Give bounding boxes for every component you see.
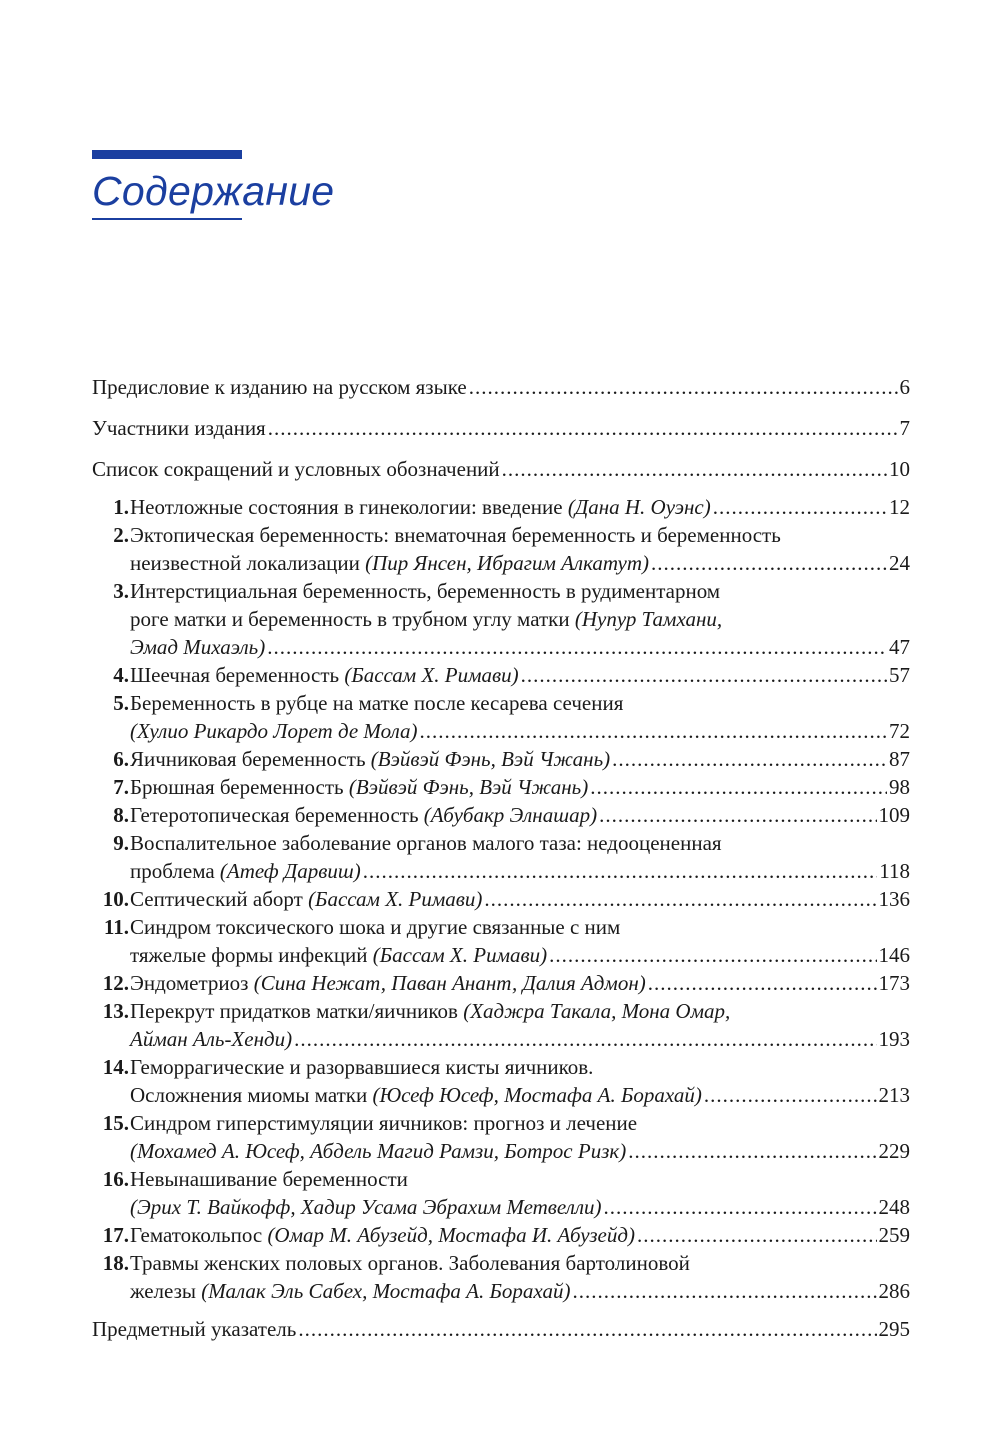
chapter-title: Невынашивание беременности bbox=[130, 1167, 408, 1191]
chapter-number: 11. bbox=[103, 915, 129, 939]
chapter-title: Шеечная беременность bbox=[130, 663, 345, 687]
toc-chapter-5-cont[interactable] bbox=[92, 717, 910, 745]
toc-page-number: 118 bbox=[879, 859, 910, 883]
chapter-number: 3. bbox=[113, 579, 129, 603]
chapter-authors: (Сина Нежат, Паван Анант, Далия Адмон) bbox=[253, 971, 646, 995]
toc-entry-title: Предметный указатель bbox=[92, 1317, 297, 1341]
chapter-title: Синдром гиперстимуляции яичников: прогноз и лечение bbox=[130, 1111, 638, 1135]
toc-chapter-3[interactable] bbox=[92, 577, 910, 605]
toc-chapter-17[interactable] bbox=[92, 1221, 910, 1249]
dot-leader bbox=[572, 1277, 876, 1305]
chapter-title-cont: роге матки и беременность в трубном углу матки bbox=[130, 607, 575, 631]
chapter-number: 18. bbox=[102, 1251, 129, 1275]
chapter-title: Синдром токсического шока и другие связанные с ним bbox=[130, 915, 621, 939]
toc-page-number: 6 bbox=[899, 375, 910, 399]
toc-entry-title: Участники издания bbox=[92, 416, 266, 440]
toc-page-number: 259 bbox=[878, 1223, 910, 1247]
chapter-number: 17. bbox=[102, 1223, 129, 1247]
chapter-authors: (Омар М. Абузейд, Мостафа И. Абузейд) bbox=[267, 1223, 635, 1247]
toc-entry-title: Список сокращений и условных обозначений bbox=[92, 457, 500, 481]
chapter-authors: (Бассам Х. Римави) bbox=[308, 887, 483, 911]
chapter-title-cont: неизвестной локализации bbox=[130, 551, 366, 575]
toc-chapter-4[interactable] bbox=[92, 661, 910, 689]
toc-chapter-15[interactable] bbox=[92, 1109, 910, 1137]
chapter-authors: (Нупур Тамхани, bbox=[574, 607, 723, 631]
chapter-title-cont: железы bbox=[130, 1279, 202, 1303]
dot-leader bbox=[704, 1081, 877, 1109]
toc-chapter-10[interactable] bbox=[92, 885, 910, 913]
chapter-number: 16. bbox=[102, 1167, 129, 1191]
chapter-authors: (Мохамед А. Юсеф, Абдель Магид Рамзи, Ботрос Ризк) bbox=[130, 1139, 627, 1163]
chapter-number: 6. bbox=[113, 747, 129, 771]
chapter-number: 14. bbox=[102, 1055, 129, 1079]
chapter-title-cont: проблема bbox=[130, 859, 220, 883]
dot-leader bbox=[648, 969, 877, 997]
toc-page-number: 87 bbox=[889, 747, 910, 771]
dot-leader bbox=[590, 773, 887, 801]
chapter-authors: (Пир Янсен, Ибрагим Алкатут) bbox=[365, 551, 650, 575]
dot-leader bbox=[363, 857, 878, 885]
chapter-title: Воспалительное заболевание органов малого таза: недооцененная bbox=[130, 831, 722, 855]
chapter-authors: (Малак Эль Сабех, Мостафа А. Борахай) bbox=[201, 1279, 571, 1303]
toc-page-number: 47 bbox=[889, 635, 910, 659]
toc-chapter-13-cont[interactable] bbox=[92, 1025, 910, 1053]
heading-underline bbox=[92, 218, 242, 220]
chapter-number: 9. bbox=[113, 831, 129, 855]
toc-chapter-11[interactable] bbox=[92, 913, 910, 941]
toc-chapter-16[interactable] bbox=[92, 1165, 910, 1193]
chapter-authors-cont: Айман Аль-Хенди) bbox=[130, 1027, 293, 1051]
dot-leader bbox=[267, 633, 887, 661]
dot-leader bbox=[484, 885, 876, 913]
toc-page-number: 109 bbox=[878, 803, 910, 827]
dot-leader bbox=[268, 414, 898, 442]
chapter-number: 15. bbox=[102, 1111, 129, 1135]
chapter-title: Гетеротопическая беременность bbox=[130, 803, 424, 827]
toc-chapter-13[interactable] bbox=[92, 997, 910, 1025]
toc-page-number: 173 bbox=[878, 971, 910, 995]
chapter-number: 1. bbox=[113, 495, 129, 519]
toc-entry-foreword[interactable] bbox=[92, 373, 910, 401]
chapter-title: Яичниковая беременность bbox=[130, 747, 371, 771]
toc-page-number: 10 bbox=[889, 457, 910, 481]
dot-leader bbox=[651, 549, 887, 577]
toc-chapter-3-cont2[interactable] bbox=[92, 633, 910, 661]
dot-leader bbox=[469, 373, 898, 401]
chapter-title-cont: тяжелые формы инфекций bbox=[130, 943, 373, 967]
dot-leader bbox=[502, 455, 887, 483]
toc-page-number: 57 bbox=[889, 663, 910, 687]
chapter-number: 12. bbox=[102, 971, 129, 995]
dot-leader bbox=[420, 717, 888, 745]
heading-top-bar bbox=[92, 150, 242, 159]
toc-chapter-16-cont[interactable] bbox=[92, 1193, 910, 1221]
chapter-title: Геморрагические и разорвавшиеся кисты яичников. bbox=[130, 1055, 594, 1079]
toc-entry-abbreviations[interactable] bbox=[92, 455, 910, 483]
chapter-authors: (Атеф Дарвиш) bbox=[219, 859, 361, 883]
dot-leader bbox=[549, 941, 876, 969]
page-title: Содержание bbox=[92, 168, 335, 214]
toc-page-number: 146 bbox=[878, 943, 910, 967]
chapter-title: Интерстициальная беременность, беременность в рудиментарном bbox=[130, 579, 721, 603]
chapter-number: 8. bbox=[113, 803, 129, 827]
chapter-number: 4. bbox=[113, 663, 129, 687]
toc-page-number: 295 bbox=[878, 1317, 910, 1341]
chapter-authors: (Абубакр Элнашар) bbox=[423, 803, 598, 827]
chapter-authors: (Вэйвэй Фэнь, Вэй Чжань) bbox=[348, 775, 589, 799]
chapter-title: Неотложные состояния в гинекологии: введение bbox=[130, 495, 568, 519]
toc-chapter-9[interactable] bbox=[92, 829, 910, 857]
chapter-title: Беременность в рубце на матке после кесарева сечения bbox=[130, 691, 624, 715]
toc-chapter-7[interactable] bbox=[92, 773, 910, 801]
chapter-authors: (Бассам Х. Римави) bbox=[372, 943, 548, 967]
chapter-number: 10. bbox=[102, 887, 129, 911]
toc-chapter-18[interactable] bbox=[92, 1249, 910, 1277]
toc-page-number: 72 bbox=[889, 719, 910, 743]
chapter-number: 13. bbox=[102, 999, 129, 1023]
toc-entry-index[interactable] bbox=[92, 1315, 910, 1343]
toc-chapter-8[interactable] bbox=[92, 801, 910, 829]
toc-chapter-5[interactable] bbox=[92, 689, 910, 717]
toc-page-number: 286 bbox=[878, 1279, 910, 1303]
dot-leader bbox=[294, 1025, 876, 1053]
dot-leader bbox=[612, 745, 887, 773]
toc-page-number: 248 bbox=[878, 1195, 910, 1219]
toc-chapter-2-cont[interactable] bbox=[92, 549, 910, 577]
chapter-number: 5. bbox=[113, 691, 129, 715]
chapter-authors-cont: Эмад Михаэль) bbox=[130, 635, 266, 659]
chapter-title: Травмы женских половых органов. Заболевания бартолиновой bbox=[130, 1251, 690, 1275]
chapter-title: Эктопическая беременность: внематочная беременность и беременность bbox=[130, 523, 781, 547]
dot-leader bbox=[599, 801, 876, 829]
chapter-title: Эндометриоз bbox=[130, 971, 254, 995]
toc-chapter-11-cont[interactable] bbox=[92, 941, 910, 969]
toc-chapter-14[interactable] bbox=[92, 1053, 910, 1081]
dot-leader bbox=[604, 1193, 877, 1221]
toc-page-number: 193 bbox=[878, 1027, 910, 1051]
toc-chapter-6[interactable] bbox=[92, 745, 910, 773]
toc-entry-contributors[interactable] bbox=[92, 414, 910, 442]
chapter-authors: (Юсеф Юсеф, Мостафа А. Борахай) bbox=[372, 1083, 702, 1107]
chapter-authors: (Хулио Рикардо Лорет де Мола) bbox=[130, 719, 418, 743]
toc-page-number: 229 bbox=[878, 1139, 910, 1163]
chapter-title: Брюшная беременность bbox=[130, 775, 349, 799]
chapter-title: Гематокольпос bbox=[130, 1223, 268, 1247]
dot-leader bbox=[637, 1221, 877, 1249]
dot-leader bbox=[713, 493, 887, 521]
toc-chapter-18-cont[interactable] bbox=[92, 1277, 910, 1305]
chapter-authors: (Эрих Т. Вайкофф, Хадир Усама Эбрахим Метвелли) bbox=[130, 1195, 602, 1219]
toc-page-number: 7 bbox=[899, 416, 910, 440]
toc-chapter-15-cont[interactable] bbox=[92, 1137, 910, 1165]
chapter-authors: (Хаджра Такала, Мона Омар, bbox=[463, 999, 731, 1023]
toc-chapter-1[interactable] bbox=[92, 493, 910, 521]
chapter-number: 2. bbox=[113, 523, 129, 547]
dot-leader bbox=[298, 1315, 876, 1343]
chapter-title-cont: Осложнения миомы матки bbox=[130, 1083, 373, 1107]
toc-page-number: 24 bbox=[889, 551, 910, 575]
toc-page-number: 12 bbox=[889, 495, 910, 519]
toc-chapter-9-cont[interactable] bbox=[92, 857, 910, 885]
toc-page-number: 98 bbox=[889, 775, 910, 799]
chapter-title: Септический аборт bbox=[130, 887, 309, 911]
chapter-authors: (Вэйвэй Фэнь, Вэй Чжань) bbox=[370, 747, 611, 771]
toc-page-number: 136 bbox=[878, 887, 910, 911]
chapter-title: Перекрут придатков матки/яичников bbox=[130, 999, 464, 1023]
toc-chapter-14-cont[interactable] bbox=[92, 1081, 910, 1109]
toc-chapter-3-cont[interactable] bbox=[92, 605, 910, 633]
chapter-authors: (Дана Н. Оуэнс) bbox=[567, 495, 711, 519]
toc-page-number: 213 bbox=[878, 1083, 910, 1107]
dot-leader bbox=[628, 1137, 876, 1165]
toc-chapter-12[interactable] bbox=[92, 969, 910, 997]
toc-entry-title: Предисловие к изданию на русском языке bbox=[92, 375, 467, 399]
dot-leader bbox=[521, 661, 887, 689]
chapter-number: 7. bbox=[113, 775, 129, 799]
chapter-authors: (Бассам Х. Римави) bbox=[344, 663, 519, 687]
toc-chapter-2[interactable] bbox=[92, 521, 910, 549]
table-of-contents bbox=[92, 373, 910, 1343]
